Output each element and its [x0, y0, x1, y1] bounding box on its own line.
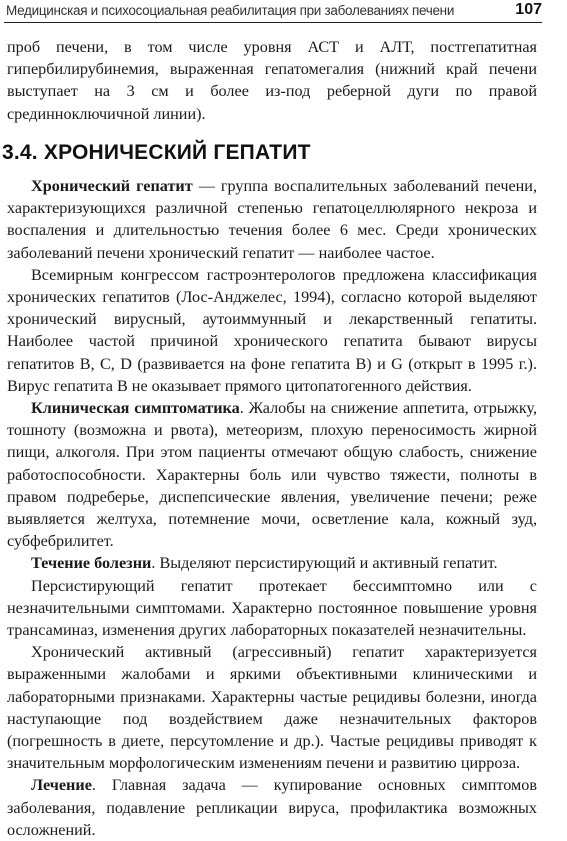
lead-term: Лечение: [31, 776, 92, 795]
paragraph-text: . Выделяют персистирующий и активный гепатит.: [151, 554, 498, 573]
intro-text-block: [7, 36, 537, 125]
paragraph-classification: [7, 264, 537, 397]
paragraph-symptoms: [7, 397, 537, 552]
paragraph-active: [7, 641, 537, 774]
paragraph-course: [7, 552, 537, 574]
paragraph-treatment: [7, 774, 537, 841]
running-header: [4, 2, 542, 23]
paragraph-persistent: [7, 575, 537, 642]
section-title: ХРОНИЧЕСКИЙ ГЕПАТИТ: [43, 141, 311, 164]
section-number: 3.4.: [2, 141, 38, 164]
lead-term: Клиническая симптоматика: [31, 399, 240, 418]
intro-paragraph: проб печени, в том числе уровня АСТ и АЛТ, постгепатитная гипербилирубинемия, выраженная гепатомегалия (нижний край печени выступает на 3 см и более из-под реберной дуги по правой срединноключичной линии).: [7, 38, 537, 123]
section-body: [7, 175, 537, 841]
section-heading: [2, 141, 311, 165]
paragraph-text: . Жалобы на снижение аппетита, отрыжку, тошноту (возможна и рвота), метеоризм, плохую переносимость жирной пищи, алкоголя. При этом пациенты отмечают общую слабость, снижение работоспособности. Характерны боль или чувство тяжести, полноты в правом подреберье, диспепсические явления, увеличение печени; реже выявляется желтуха, потемнение мочи, осветление кала, кожный зуд, субфебрилитет.: [7, 399, 537, 551]
paragraph-text: Персистирующий гепатит протекает бессимптомно или с незначительными симптомами. Характерно постоянное повышение уровня трансаминаз, изменения других лабораторных показателей незначительны.: [7, 576, 537, 640]
running-title: Медицинская и психосоциальная реабилитация при заболеваниях печени: [6, 3, 455, 18]
page-number: 107: [515, 1, 542, 18]
lead-term: Хронический гепатит: [31, 177, 193, 195]
paragraph-text: Хронический активный (агрессивный) гепатит характеризуется выраженными жалобами и яркими объективными клиническими и лабораторными признаками. Характерны частые рецидивы болезни, иногда наступающие под воздействием даже незначительных факторов (погрешность в диете, персутомление и др.). Частые рецидивы приводят к значительным морфологическим изменениям печени и развитию цирроза.: [7, 643, 537, 773]
lead-term: Течение болезни: [31, 554, 152, 573]
paragraph-text: Всемирным конгрессом гастроэнтерологов предложена классификация хронических гепатитов (Лос-Анджелес, 1994), согласно которой выделяют хронический вирусный, аутоиммунный и лекарственный гепатиты. Наиболее частой причиной хронического гепатита бывают вирусы гепатитов В, С, D (развивается на фоне гепатита В) и G (открыт в 1995 г.). Вирус гепатита В не оказывает прямого цитопатогенного действия.: [7, 265, 537, 395]
paragraph-text: — группа воспалительных заболеваний печени, характеризующихся различной степенью гепатоцеллюлярного некроза и воспаления и длительностью течения более 6 мес. Среди хронических заболеваний печени хронический гепатит — наиболее частое.: [7, 177, 538, 262]
paragraph-definition: [7, 175, 537, 264]
paragraph-text: . Главная задача — купирование основных симптомов заболевания, подавление репликации вируса, профилактика возможных осложнений.: [7, 776, 537, 839]
